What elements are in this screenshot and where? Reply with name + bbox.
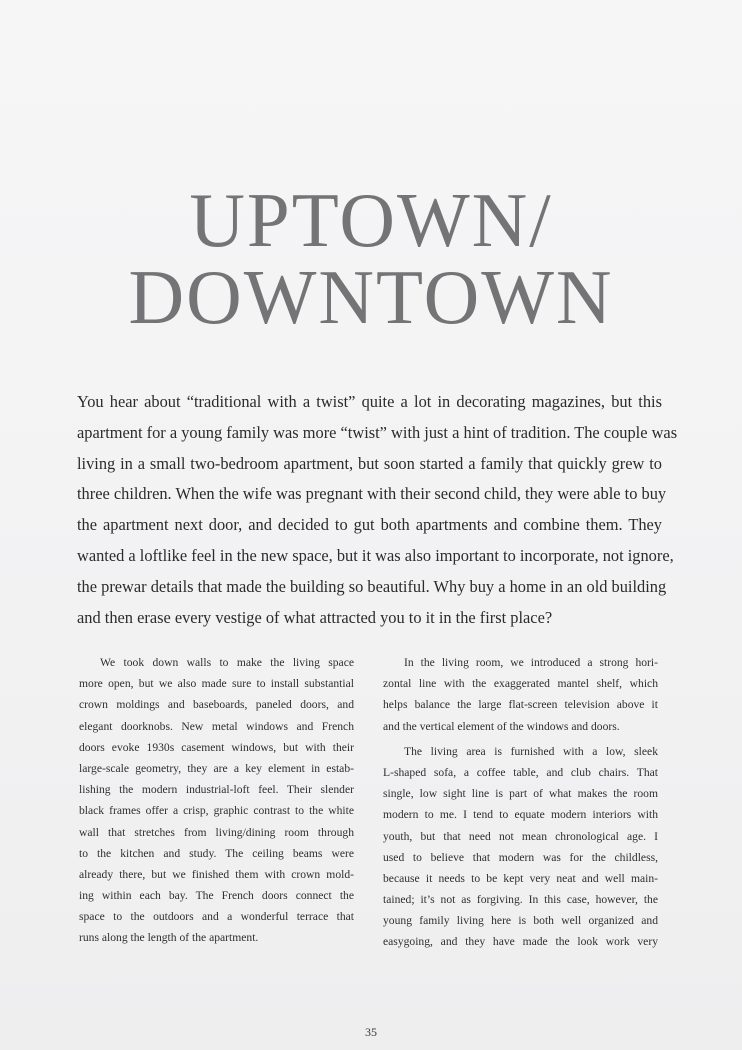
body-line: modern to me. I tend to equate modern interiors with bbox=[383, 808, 658, 822]
left-column bbox=[79, 652, 354, 949]
body-line: young family living here is both well organized and bbox=[383, 914, 658, 928]
body-line: and the vertical element of the windows and doors. bbox=[383, 719, 620, 733]
body-line: ing within each bay. The French doors connect the bbox=[79, 889, 354, 903]
intro-line: and then erase every vestige of what attracted you to it in the first place? bbox=[77, 607, 553, 627]
body-line: black frames offer a crisp, graphic contrast to the white bbox=[79, 804, 354, 818]
body-line: In the living room, we introduced a strong hori- bbox=[404, 656, 658, 669]
intro-line: wanted a loftlike feel in the new space, but it was also important to incorporate, not ignore, bbox=[77, 545, 674, 565]
body-line: already there, but we finished them with crown mold- bbox=[79, 867, 354, 881]
body-line: single, low sight line is part of what makes the room bbox=[383, 787, 658, 801]
body-line: crown moldings and baseboards, paneled doors, and bbox=[79, 698, 354, 712]
body-line: doors evoke 1930s casement windows, but with their bbox=[79, 740, 354, 754]
body-line: The living area is furnished with a low, sleek bbox=[404, 744, 658, 758]
intro-line: the prewar details that made the building so beautiful. Why buy a home in an old building bbox=[77, 576, 667, 596]
intro-line: three children. When the wife was pregnant with their second child, they were able to buy bbox=[77, 484, 667, 504]
body-line: used to believe that modern was for the childless, bbox=[383, 850, 658, 864]
chapter-title-line-1: UPTOWN/ bbox=[189, 177, 553, 263]
body-line: more open, but we also made sure to install substantial bbox=[79, 677, 354, 691]
body-line: lishing the modern industrial-loft feel. Their slender bbox=[79, 783, 354, 797]
intro-line: living in a small two-bedroom apartment, but soon started a family that quickly grew to bbox=[77, 453, 662, 473]
body-line: elegant doorknobs. New metal windows and French bbox=[79, 719, 354, 733]
body-line: We took down walls to make the living space bbox=[100, 656, 354, 669]
intro-line: the apartment next door, and decided to gut both apartments and combine them. They bbox=[77, 515, 662, 535]
body-line: helps balance the large flat-screen television above it bbox=[383, 698, 658, 712]
page-number: 35 bbox=[365, 1025, 377, 1039]
body-line: zontal line with the exaggerated mantel shelf, which bbox=[383, 677, 658, 691]
body-line: L-shaped sofa, a coffee table, and club chairs. That bbox=[383, 765, 658, 779]
body-line: to the kitchen and study. The ceiling beams were bbox=[79, 846, 354, 860]
body-line: wall that stretches from living/dining room through bbox=[79, 825, 354, 839]
body-line: youth, but that need not mean chronological age. I bbox=[383, 829, 658, 843]
body-line: easygoing, and they have made the look work very bbox=[383, 935, 658, 949]
intro-line: You hear about “traditional with a twist” quite a lot in decorating magazines, but this bbox=[77, 392, 662, 411]
right-column bbox=[383, 652, 658, 953]
body-line: large-scale geometry, they are a key element in estab- bbox=[79, 761, 354, 775]
chapter-title-line-2: DOWNTOWN bbox=[128, 254, 614, 340]
intro-paragraph bbox=[77, 387, 678, 633]
body-line: space to the outdoors and a wonderful terrace that bbox=[79, 910, 354, 924]
body-line: tained; it’s not as forgiving. In this case, however, the bbox=[383, 893, 658, 907]
intro-line: apartment for a young family was more “twist” with just a hint of tradition. The couple was bbox=[77, 422, 678, 442]
body-line: runs along the length of the apartment. bbox=[79, 931, 259, 945]
body-line: because it needs to be kept very neat and well main- bbox=[383, 871, 658, 885]
